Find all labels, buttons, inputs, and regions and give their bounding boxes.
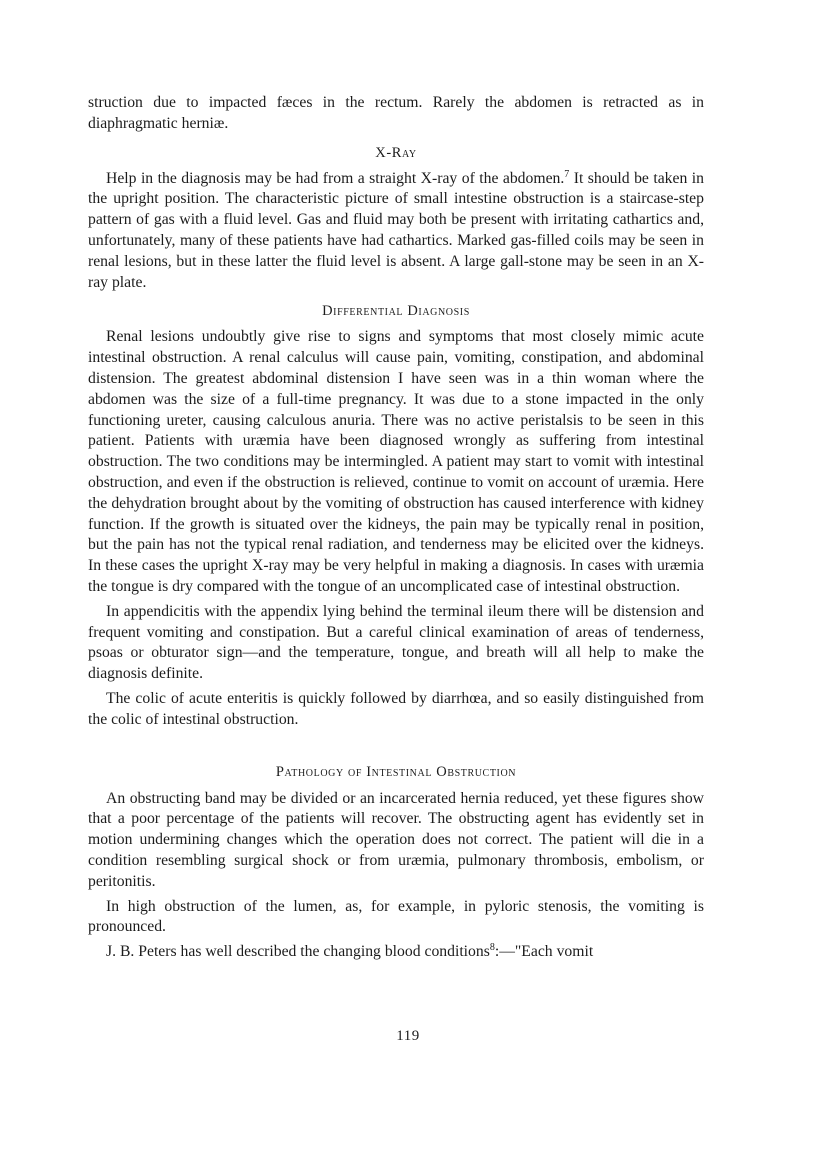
differential-paragraph-appendicitis: In appendicitis with the appendix lying behind the terminal ileum there will be distension and frequent vomiting and constipation. But a careful clinical examination of areas of tenderness, psoas or obturator sign—and the temperature, tongue, and breath will all help to make the diagnosis definite. [88,602,704,683]
pathology-heading: Pathology of Intestinal Obstruction [275,763,517,780]
intro-paragraph: struction due to impacted fæces in the rectum. Rarely the abdomen is retracted as in diaphragmatic herniæ. [88,94,704,132]
pathology-paragraph-peters: J. B. Peters has well described the changing blood conditions$^8$:—"Each vomit [106,941,594,961]
differential-paragraph-enteritis: The colic of acute enteritis is quickly followed by diarrhœa, and so easily distinguished from the colic of intestinal obstruction. [88,689,704,728]
xray-paragraph: Help in the diagnosis may be had from a straight X-ray of the abdomen.$^7$ It should be taken in the upright position. The characteristic picture of small intestine obstruction is a staircase-step pattern of gas with a fluid level. Gas and fluid may both be present with irritating cathartics and, unfortunately, many of these patients have had cathartics. Marked gas-filled coils may be seen in renal lesions, but in these latter the fluid level is absent. A large gall-stone may be seen in an X-ray plate. [88,168,704,291]
footnote-ref-8: 8 [489,941,495,953]
pathology-paragraph-pyloric: In high obstruction of the lumen, as, for example, in pyloric stenosis, the vomiting is pronounced. [88,897,704,936]
page-number: 119 [396,1028,420,1044]
page-body [88,93,704,963]
footnote-ref-7: 7 [564,168,570,180]
differential-heading: Differential Diagnosis [322,303,470,320]
xray-heading: X-Ray [375,144,417,161]
differential-paragraph-renal: Renal lesions undoubtly give rise to signs and symptoms that most closely mimic acute intestinal obstruction. A renal calculus will cause pain, vomiting, constipation, and abdominal distension. The greatest abdominal distension I have seen was in a thin woman where the abdomen was the size of a full-time pregnancy. It was due to a stone impacted in the only functioning ureter, causing calculous anuria. There was no active peristalsis to be seen in this patient. Patients with uræmia have been diagnosed wrongly as suffering from intestinal obstruction. The two conditions may be intermingled. A patient may start to vomit with intestinal obstruction, and even if the obstruction is relieved, continue to vomit on account of uræmia. Here the dehydration brought about by the vomiting of obstruction has caused interference with kidney function. If the growth is situated over the kidneys, the pain may be typically renal in position, but the pain has not the typical renal radiation, and tenderness may be elicited over the kidneys. In these cases the upright X-ray may be very helpful in making a diagnosis. In cases with uræmia the tongue is dry compared with the tongue of an uncomplicated case of intestinal obstruction. [88,328,704,595]
pathology-paragraph-band: An obstructing band may be divided or an incarcerated hernia reduced, yet these figures show that a poor percentage of the patients will recover. The obstructing agent has evidently set in motion undermining changes which the operation does not correct. The patient will die in a condition resembling surgical shock or from uræmia, pulmonary thrombosis, embolism, or peritonitis. [88,789,704,890]
